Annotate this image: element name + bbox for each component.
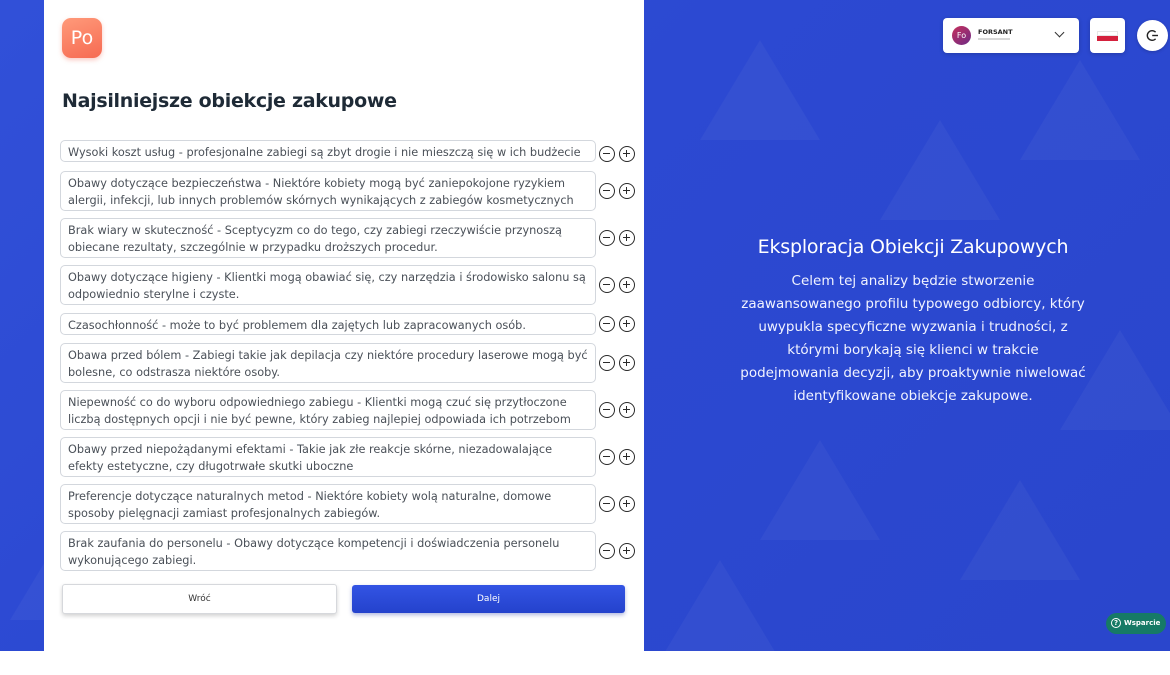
minus-circle-icon[interactable]	[599, 277, 615, 293]
plus-circle-icon[interactable]	[619, 543, 635, 559]
objection-field[interactable]: Wysoki koszt usług - profesjonalne zabiegi są zbyt drogie i nie mieszczą się w ich budżecie	[60, 140, 596, 162]
logout-button[interactable]	[1137, 20, 1168, 51]
plus-circle-icon[interactable]	[619, 496, 635, 512]
support-label: Wsparcie	[1124, 619, 1161, 627]
minus-circle-icon[interactable]	[599, 316, 615, 332]
objection-field[interactable]: Obawa przed bólem - Zabiegi takie jak depilacja czy niektóre procedury laserowe mogą być bolesne, co odstrasza niektóre osoby.	[60, 343, 596, 383]
objection-field[interactable]: Obawy przed niepożądanymi efektami - Takie jak złe reakcje skórne, niezadowalające efekty estetyczne, czy długotrwałe skutki uboczne	[60, 437, 596, 477]
minus-circle-icon[interactable]	[599, 402, 615, 418]
info-description: Celem tej analizy będzie stworzenie zaawansowanego profilu typowego odbiorcy, który uwypukla specyficzne wyzwania i trudności, z którymi borykają się klienci w trakcie podejmowania decyzji, aby proaktywnie niwelować identyfikowane obiekcje zakupowe.	[740, 273, 1086, 404]
plus-circle-icon[interactable]	[619, 355, 635, 371]
objection-field[interactable]: Brak wiary w skuteczność - Sceptycyzm co do tego, czy zabiegi rzeczywiście przynoszą obiecane rezultaty, szczególnie w przypadku droższych procedur.	[60, 218, 596, 258]
objection-field[interactable]: Preferencje dotyczące naturalnych metod - Niektóre kobiety wolą naturalne, domowe sposoby pielęgnacji zamiast profesjonalnych zabiegów.	[60, 484, 596, 524]
company-name: FORSANT	[978, 28, 1013, 36]
minus-circle-icon[interactable]	[599, 355, 615, 371]
company-avatar: Fo	[952, 26, 971, 45]
minus-circle-icon[interactable]	[599, 146, 615, 162]
company-selector[interactable]	[943, 18, 1079, 53]
plus-circle-icon[interactable]	[619, 230, 635, 246]
help-icon: ?	[1111, 618, 1121, 628]
page-title: Najsilniejsze obiekcje zakupowe	[62, 90, 397, 112]
company-subtitle-placeholder	[978, 38, 1010, 40]
objection-field[interactable]: Obawy dotyczące bezpieczeństwa - Niektóre kobiety mogą być zaniepokojone ryzykiem alergii, infekcji, lub innych problemów skórnych wynikających z zabiegów kosmetycznych	[60, 171, 596, 211]
minus-circle-icon[interactable]	[599, 543, 615, 559]
objection-field[interactable]: Obawy dotyczące higieny - Klientki mogą obawiać się, czy narzędzia i środowisko salonu są odpowiednio sterylne i czyste.	[60, 265, 596, 305]
app-logo: Po	[62, 18, 102, 58]
minus-circle-icon[interactable]	[599, 449, 615, 465]
chevron-down-icon	[1055, 28, 1065, 38]
plus-circle-icon[interactable]	[619, 277, 635, 293]
plus-circle-icon[interactable]	[619, 146, 635, 162]
objection-field[interactable]: Brak zaufania do personelu - Obawy dotyczące kompetencji i doświadczenia personelu wykonującego zabiegi.	[60, 531, 596, 571]
flag-poland-icon	[1097, 31, 1118, 41]
info-title: Eksploracja Obiekcji Zakupowych	[757, 236, 1069, 258]
logout-icon	[1146, 29, 1159, 42]
language-button[interactable]	[1090, 18, 1125, 53]
plus-circle-icon[interactable]	[619, 316, 635, 332]
plus-circle-icon[interactable]	[619, 183, 635, 199]
support-button[interactable]	[1106, 613, 1166, 634]
plus-circle-icon[interactable]	[619, 449, 635, 465]
objections-panel	[44, 0, 644, 651]
back-button[interactable]: Wróć	[62, 584, 337, 614]
plus-circle-icon[interactable]	[619, 402, 635, 418]
objection-field[interactable]: Niepewność co do wyboru odpowiedniego zabiegu - Klientki mogą czuć się przytłoczone liczbą dostępnych opcji i nie być pewne, który zabieg najlepiej odpowiada ich potrzebom	[60, 390, 596, 430]
minus-circle-icon[interactable]	[599, 496, 615, 512]
minus-circle-icon[interactable]	[599, 183, 615, 199]
minus-circle-icon[interactable]	[599, 230, 615, 246]
objection-field[interactable]: Czasochłonność - może to być problemem dla zajętych lub zapracowanych osób.	[60, 313, 596, 335]
next-button[interactable]: Dalej	[352, 585, 625, 613]
